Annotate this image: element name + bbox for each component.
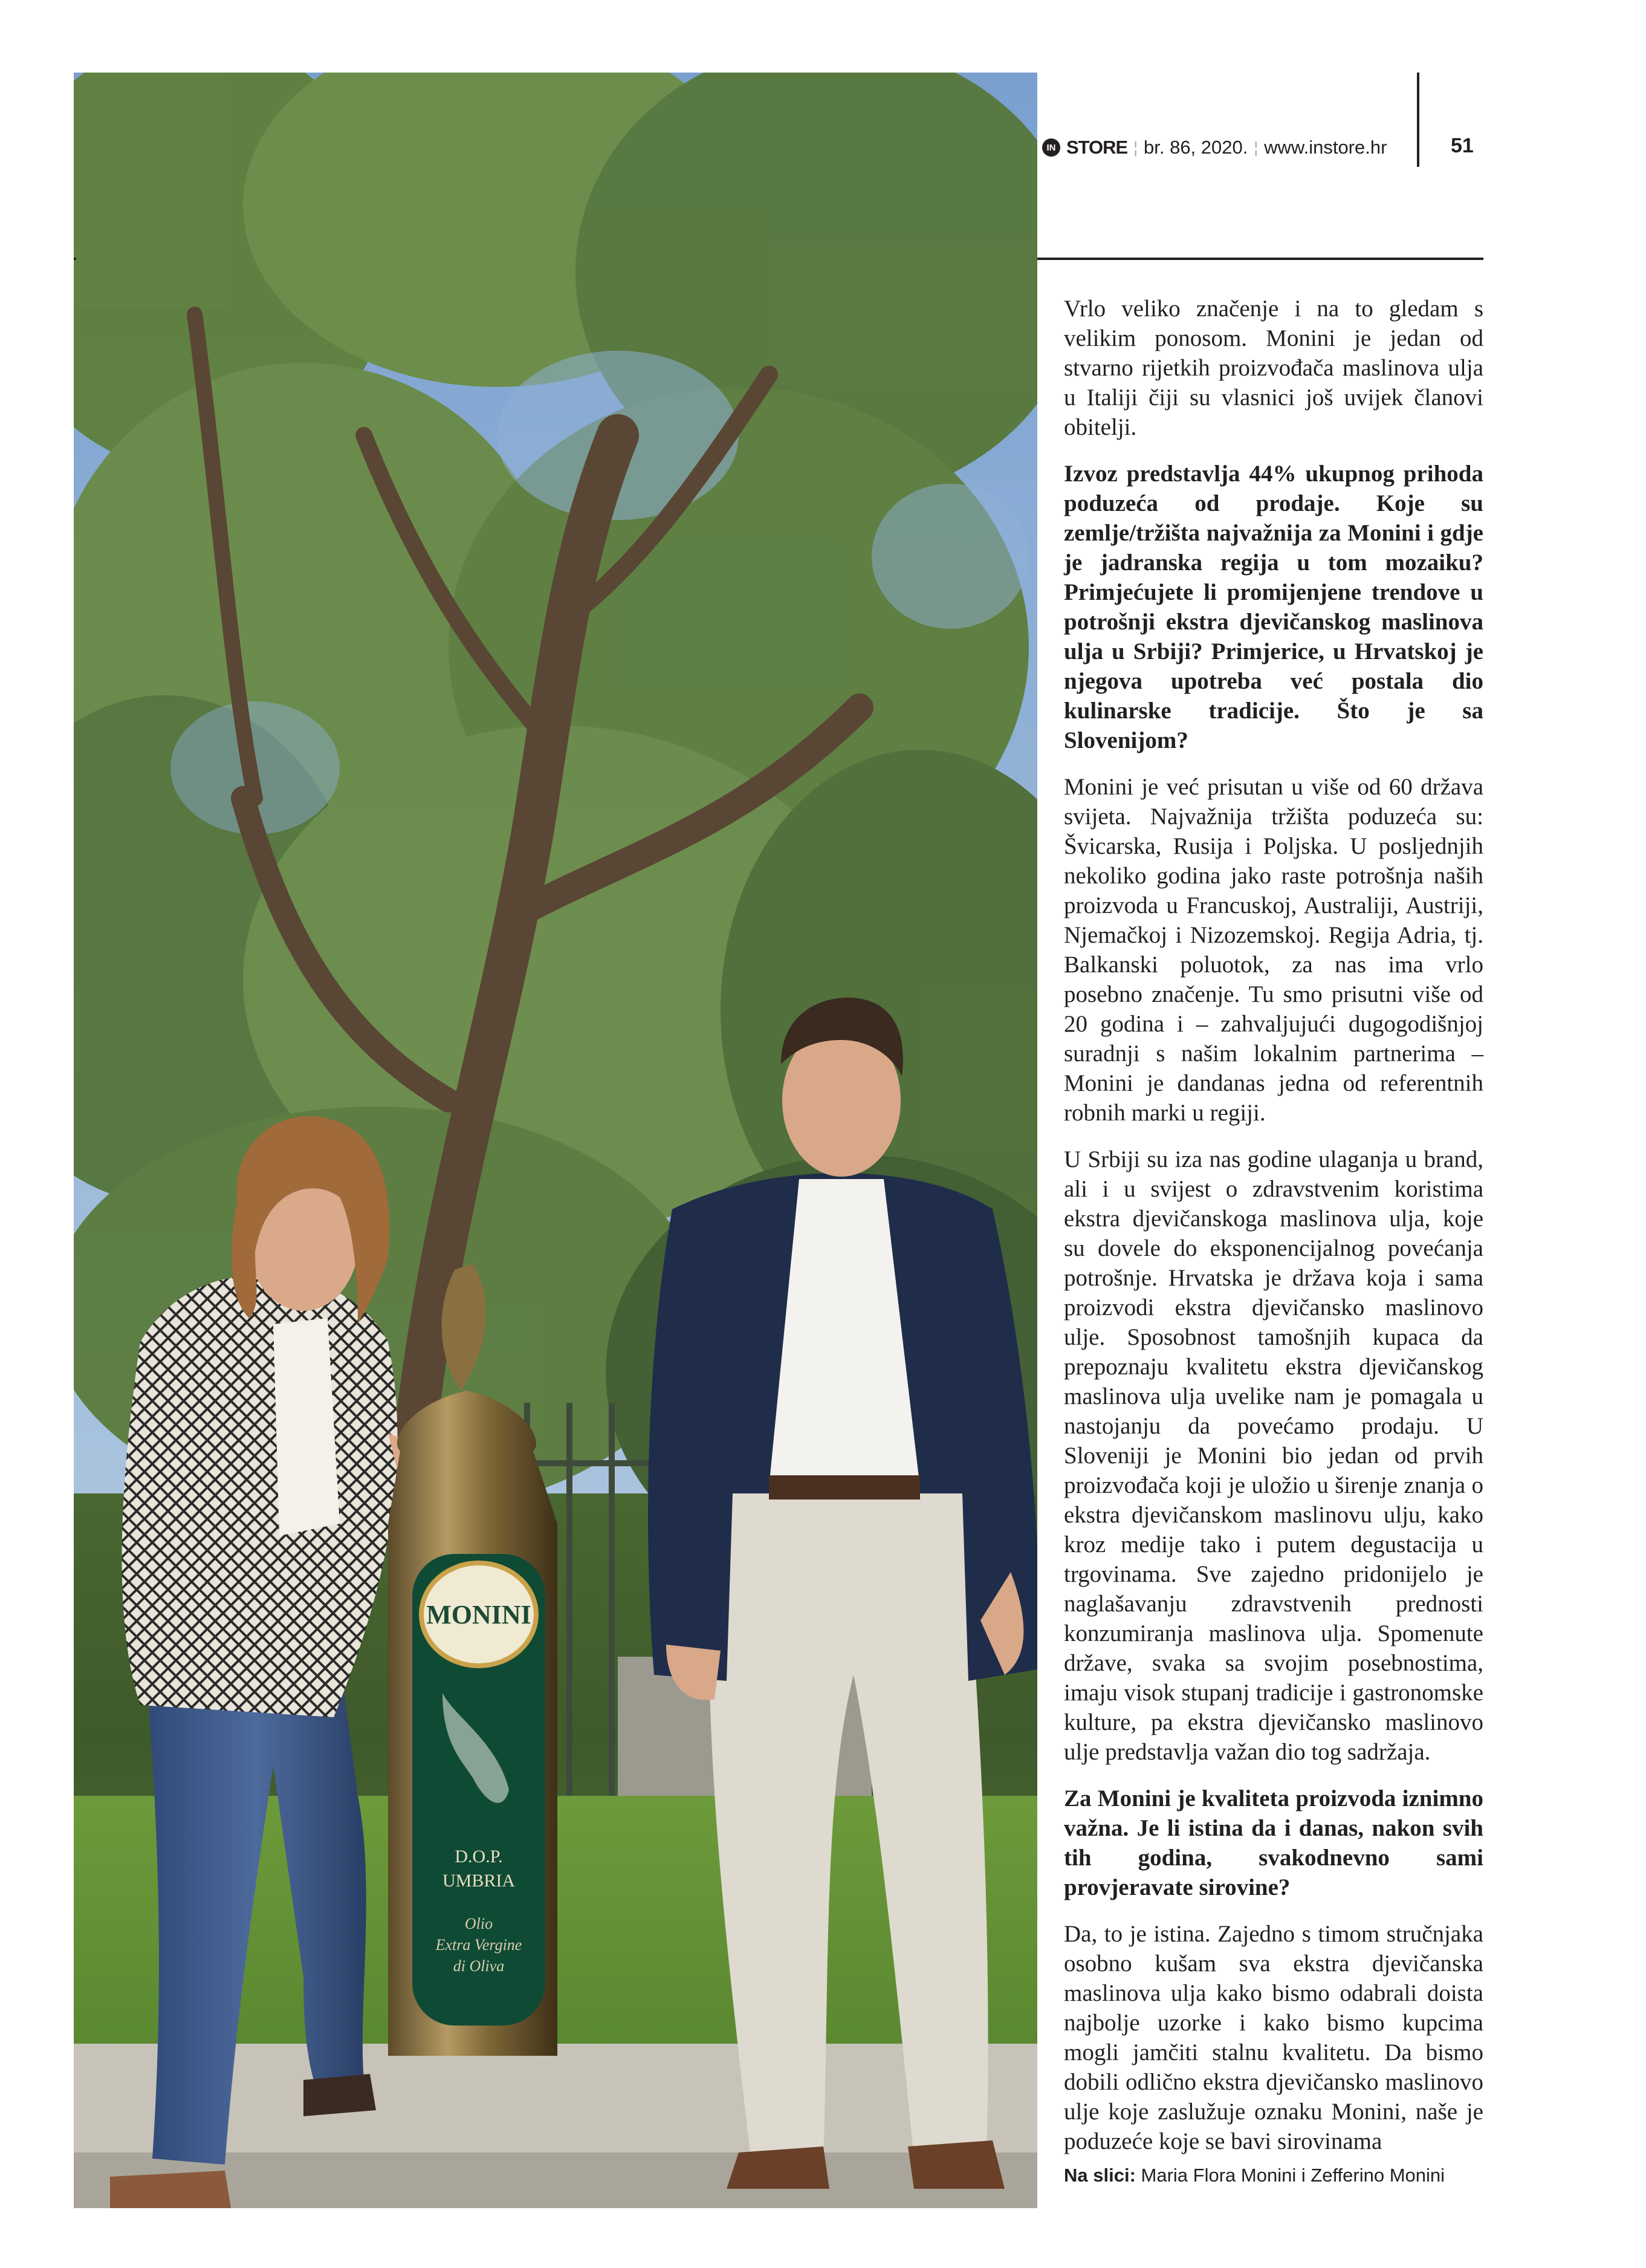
website-link[interactable]: www.instore.hr bbox=[1264, 137, 1387, 158]
answer-paragraph: U Srbiji su iza nas godine ulaganja u brand, ali i u svijest o zdravstvenim koristima ekstra djevičanskoga maslinova ulja, koje su dovele do eksponencijalnog povećanja potrošnje. Hrvatska je država koja i sama proizvodi ekstra djevičansko maslinovo ulje. Sposobnost tamošnjih kupaca da prepoznaju kvalitetu ekstra djevičanskog maslinova ulja uvelike nam je pomagala u nastojanju da povećamo prodaju. U Sloveniji je Monini bio jedan od prvih proizvođača koji je uložio u širenje znanja o ekstra djevičanskom maslinovu ulju, kako kroz medije tako i putem degustacija u trgovinama. Sve zajedno pridonijelo je naglašavanju zdravstvenih prednosti konzumiranja maslinova ulja. Spomenute države, svaka sa svojim posebnostima, imaju visok stupanj tradicije i gastronomske kulture, pa ekstra djevičansko maslinovo ulje predstavlja važan dio tog sadržaja. bbox=[1064, 1146, 1483, 1765]
caption-text: Maria Flora Monini i Zefferino Monini bbox=[1141, 2165, 1445, 2186]
issue-number: br. 86, 2020. bbox=[1144, 137, 1248, 158]
answer-paragraph: Vrlo veliko značenje i na to gledam s velikim ponosom. Monini je jedan od stvarno rijetkih proizvođača maslinova ulja u Italiji čiji su vlasnici još uvijek članovi obitelji. bbox=[1064, 296, 1483, 440]
rule-mark bbox=[74, 258, 76, 260]
separator: ¦ bbox=[1254, 138, 1259, 157]
bottle-script-1: Olio bbox=[464, 1915, 493, 1932]
header-divider bbox=[1417, 73, 1419, 167]
article-photo bbox=[74, 73, 1037, 2208]
bottle-script-2: Extra Vergine bbox=[435, 1936, 522, 1954]
caption-label: Na slici: bbox=[1064, 2165, 1136, 2186]
separator: ¦ bbox=[1133, 138, 1138, 157]
answer-paragraph: Monini je već prisutan u više od 60 država svijeta. Najvažnija tržišta poduzeća su: Švicarska, Rusija i Poljska. U posljednjih nekoliko godina jako raste potrošnja naših proizvoda u Francuskoj, Australiji, Austriji, Njemačkoj i Nizozemskoj. Regija Adria, tj. Balkanski poluotok, za nas ima vrlo posebno značenje. Tu smo prisutni više od 20 godina i – zahvaljujući dugogodišnjoj suradnji s našim lokalnim partnerima – Monini je dandanas jedna od referentnih robnih marki u regiji. bbox=[1064, 774, 1483, 1126]
bottle-brand-label: MONINI bbox=[426, 1600, 531, 1630]
column-top-rule bbox=[1037, 258, 1483, 260]
bottle-region-label: UMBRIA bbox=[442, 1871, 516, 1891]
bottle-dop-label: D.O.P. bbox=[455, 1847, 503, 1867]
photo-caption bbox=[1064, 2163, 1483, 2188]
brand-name: STORE bbox=[1066, 137, 1128, 158]
answer-paragraph: Da, to je istina. Zajedno s timom stručnjaka osobno kušam sva ekstra djevičanska maslinova ulja kako bismo odabrali doista najbolje uzorke i kako bismo kupcima mogli jamčiti stalnu kvalitetu. Da bismo dobili odlično ekstra djevičansko maslinovo ulje koje zaslužuje oznaku Monini, naše je poduzeće koje se bavi sirovinama bbox=[1064, 1921, 1483, 2154]
article-body bbox=[1064, 294, 1483, 2173]
photo-illustration bbox=[74, 73, 1037, 2208]
instore-logo-icon: IN bbox=[1042, 138, 1060, 157]
question-paragraph: Izvoz predstavlja 44% ukupnog prihoda poduzeća od prodaje. Koje su zemlje/tržišta najvažnija za Monini i gdje je jadranska regija u tom mozaiku? Primjećujete li promijenjene trendove u potrošnji ekstra djevičanskog maslinova ulja u Srbiji? Primjerice, u Hrvatskoj je njegova upotreba već postala dio kulinarske tradicije. Što je sa Slovenijom? bbox=[1064, 461, 1483, 753]
bottle-script-3: di Oliva bbox=[453, 1957, 505, 1975]
running-header bbox=[1042, 134, 1435, 161]
page-number: 51 bbox=[1451, 134, 1474, 157]
question-paragraph: Za Monini je kvaliteta proizvoda iznimno važna. Je li istina da i danas, nakon svih tih godina, svakodnevno sami provjeravate sirovine? bbox=[1064, 1785, 1483, 1900]
